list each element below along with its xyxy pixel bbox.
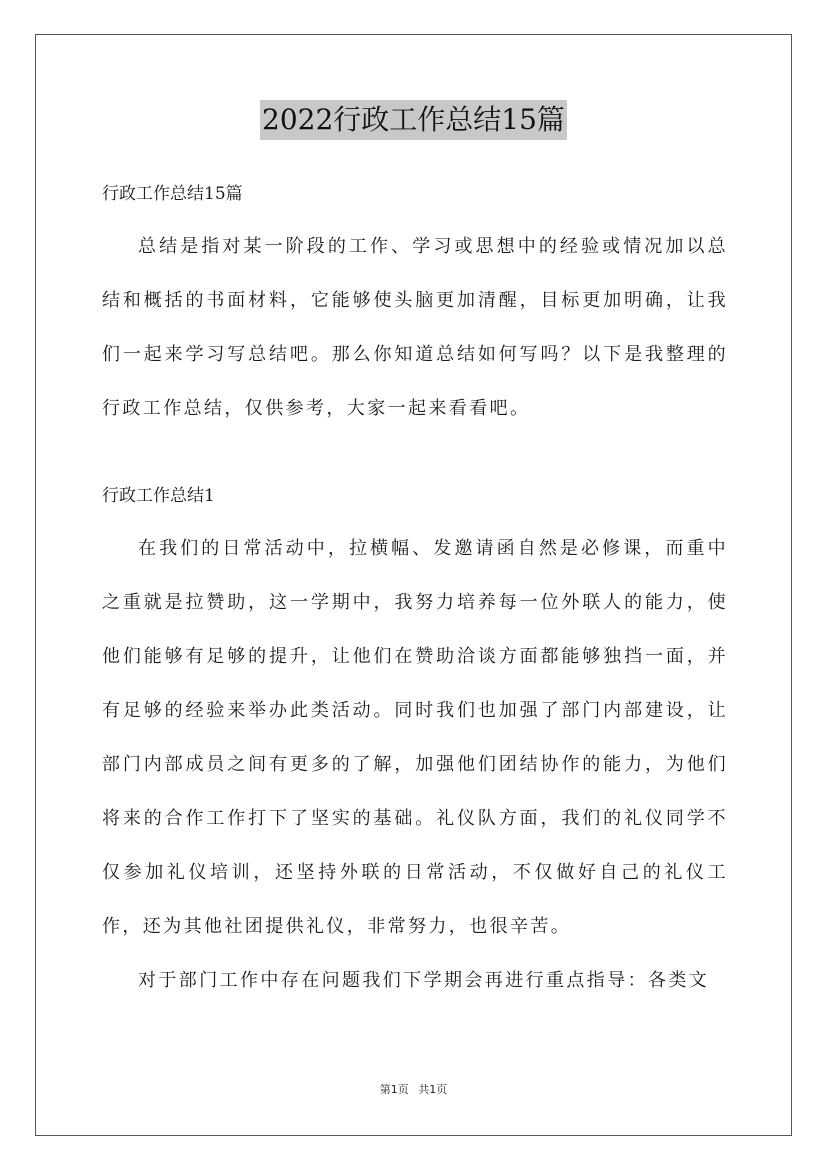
title-container: [0, 100, 827, 140]
document-subtitle: 行政工作总结15篇: [102, 184, 243, 204]
page-footer: [0, 1081, 827, 1097]
page-number: 第1页: [379, 1083, 409, 1096]
document-title: 2022行政工作总结15篇: [260, 100, 567, 140]
section-heading: 行政工作总结1: [102, 486, 215, 506]
intro-paragraph: 总结是指对某一阶段的工作、学习或思想中的经验或情况加以总结和概括的书面材料，它能够使头脑更加清醒，目标更加明确，让我们一起来学习写总结吧。那么你知道总结如何写吗？以下是我整理的行政工作总结，仅供参考，大家一起来看看吧。: [102, 236, 728, 419]
document-body: [102, 172, 728, 1008]
body-paragraph: 对于部门工作中存在问题我们下学期会再进行重点指导：各类文: [138, 970, 710, 991]
body-paragraph: 在我们的日常活动中，拉横幅、发邀请函自然是必修课，而重中之重就是拉赞助，这一学期中，我努力培养每一位外联人的能力，使他们能够有足够的提升，让他们在赞助洽谈方面都能够独挡一面，并有足够的经验来举办此类活动。同时我们也加强了部门内部建设，让部门内部成员之间有更多的了解，加强他们团结协作的能力，为他们将来的合作工作打下了坚实的基础。礼仪队方面，我们的礼仪同学不仅参加礼仪培训，还坚持外联的日常活动，不仅做好自己的礼仪工作，还为其他社团提供礼仪，非常努力，也很辛苦。: [102, 538, 728, 937]
page-total: 共1页: [418, 1083, 448, 1096]
